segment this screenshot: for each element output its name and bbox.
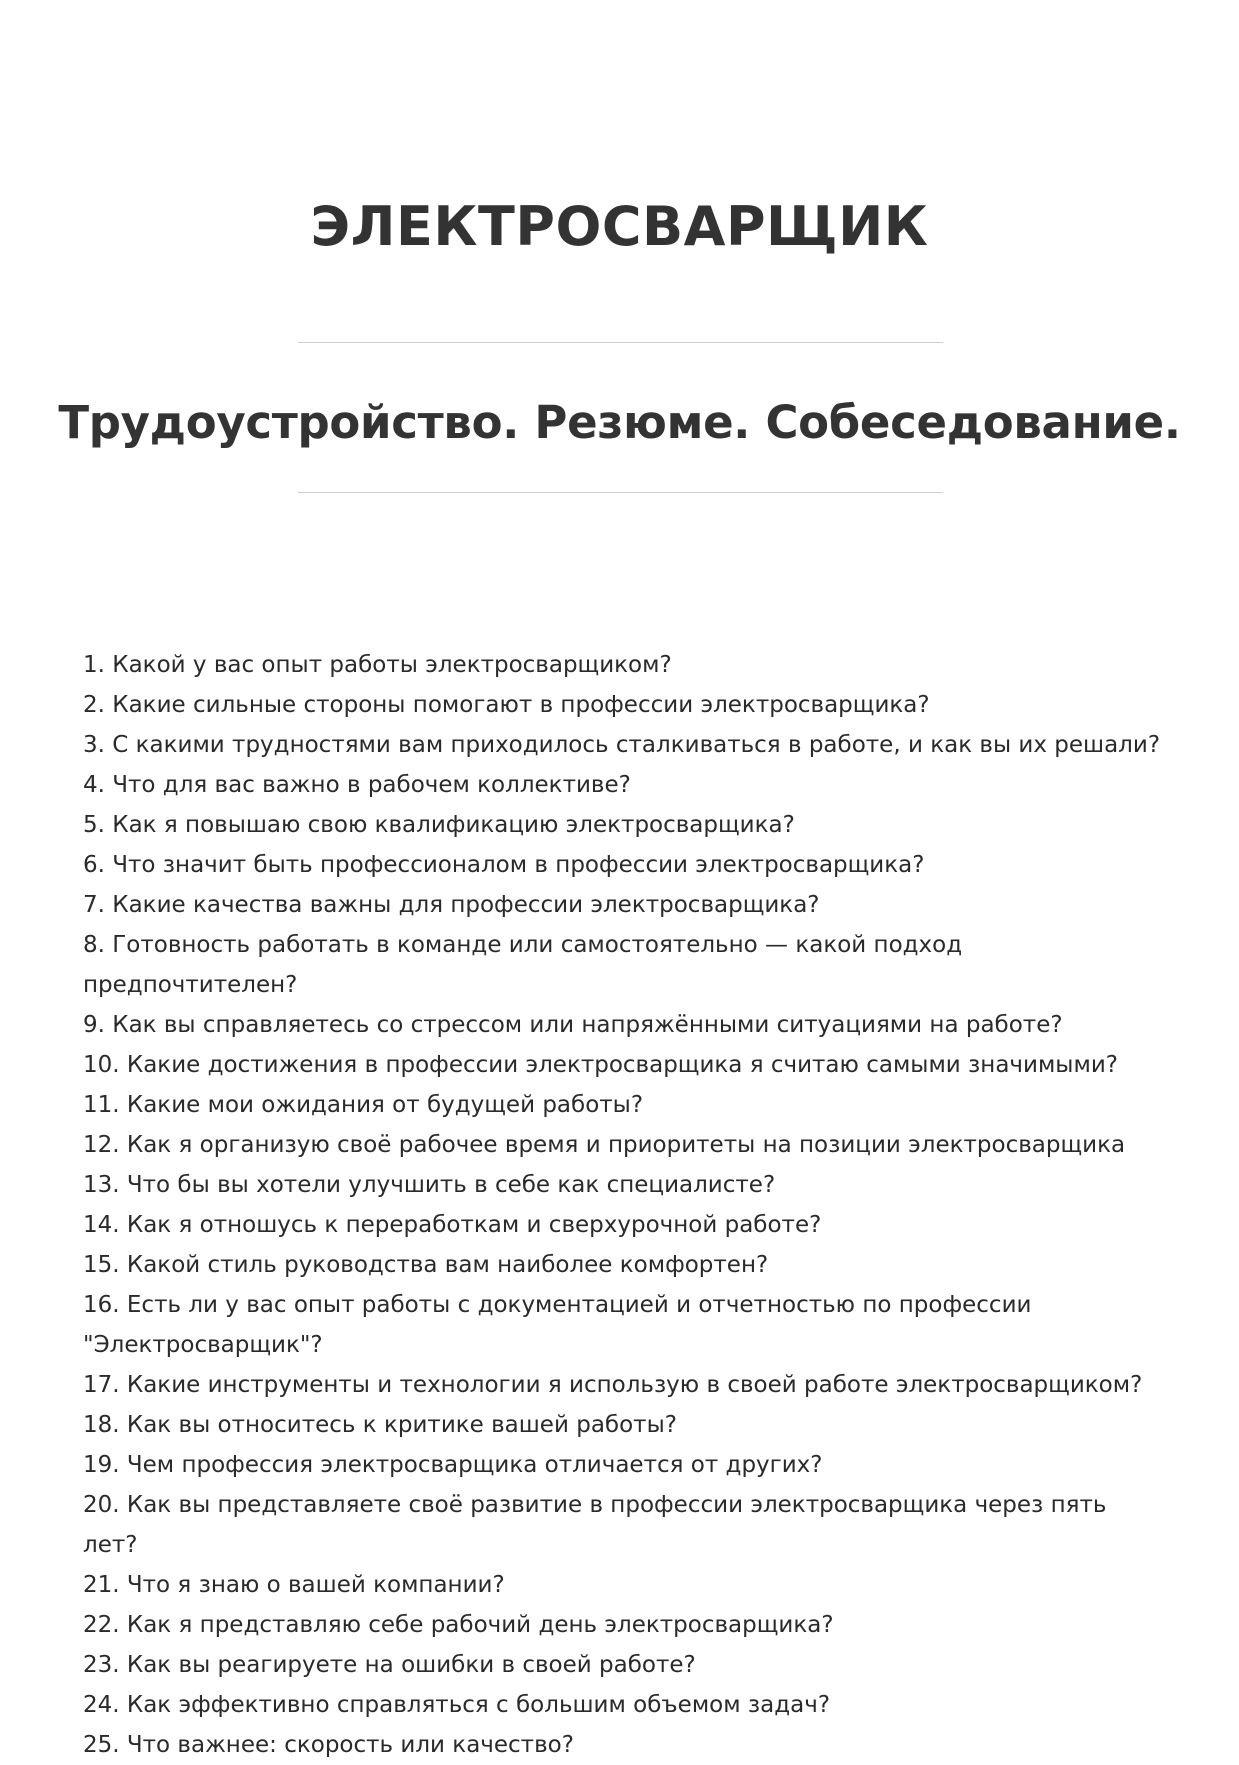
question-item: 13. Что бы вы хотели улучшить в себе как специалисте? [83,1172,776,1198]
question-item: 5. Как я повышаю свою квалификацию электросварщика? [83,812,795,838]
question-list [83,645,1163,1765]
question-item: 22. Как я представляю себе рабочий день электросварщика? [83,1612,834,1638]
question-item: 1. Какой у вас опыт работы электросварщиком? [83,652,672,678]
page-title: ЭЛЕКТРОСВАРЩИК [310,195,929,258]
page-subtitle: Трудоустройство. Резюме. Собеседование. [58,396,1181,449]
question-item: 11. Какие мои ожидания от будущей работы? [83,1092,644,1118]
question-item: 23. Как вы реагируете на ошибки в своей работе? [83,1652,696,1678]
question-item: 2. Какие сильные стороны помогают в профессии электросварщика? [83,692,930,718]
question-item: 24. Как эффективно справляться с большим объемом задач? [83,1692,831,1718]
question-item: 16. Есть ли у вас опыт работы с документацией и отчетностью по профессии "Электросварщик"? [83,1292,1032,1358]
title-divider-top [298,342,943,343]
question-item: 14. Как я отношусь к переработкам и сверхурочной работе? [83,1212,822,1238]
question-item: 18. Как вы относитесь к критике вашей работы? [83,1412,677,1438]
question-item: 4. Что для вас важно в рабочем коллективе? [83,772,631,798]
question-item: 3. С какими трудностями вам приходилось сталкиваться в работе, и как вы их решали? [83,732,1161,758]
question-item: 9. Как вы справляетесь со стрессом или напряжёнными ситуациями на работе? [83,1012,1063,1038]
question-item: 6. Что значит быть профессионалом в профессии электросварщика? [83,852,925,878]
question-item: 21. Что я знаю о вашей компании? [83,1572,505,1598]
question-item: 15. Какой стиль руководства вам наиболее комфортен? [83,1252,769,1278]
question-item: 17. Какие инструменты и технологии я использую в своей работе электросварщиком? [83,1372,1143,1398]
question-item: 25. Что важнее: скорость или качество? [83,1732,574,1758]
question-item: 10. Какие достижения в профессии электросварщика я считаю самыми значимыми? [83,1052,1118,1078]
question-item: 19. Чем профессия электросварщика отличается от других? [83,1452,823,1478]
question-item: 7. Какие качества важны для профессии электросварщика? [83,892,820,918]
question-item: 20. Как вы представляете своё развитие в профессии электросварщика через пять лет? [83,1492,1107,1558]
title-divider-bottom [298,492,943,493]
question-item: 12. Как я организую своё рабочее время и приоритеты на позиции электросварщика [83,1132,1126,1158]
question-item: 8. Готовность работать в команде или самостоятельно — какой подход предпочтителен? [83,932,963,998]
